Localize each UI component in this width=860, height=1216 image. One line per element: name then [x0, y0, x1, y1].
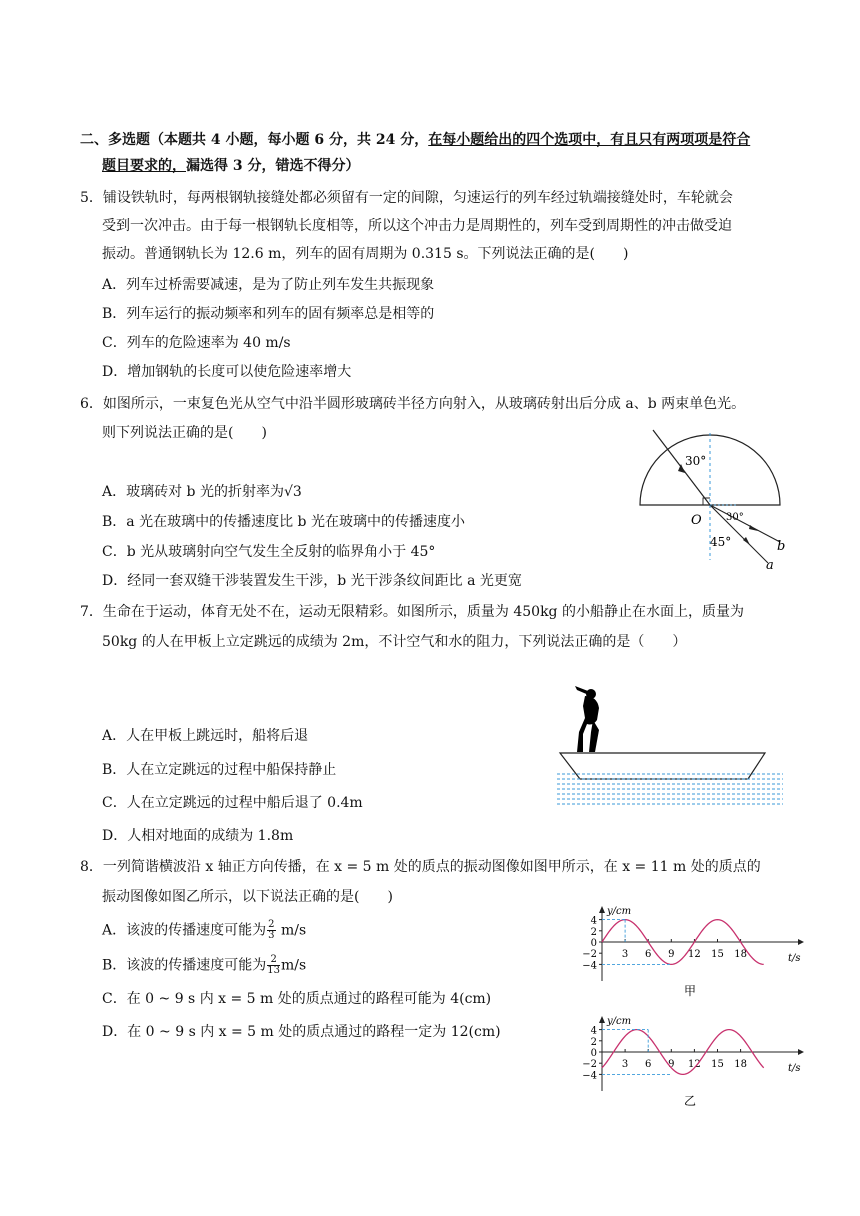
- q7-option-d: D．人相对地面的成绩为 1.8m: [102, 828, 294, 844]
- q6-refraction-diagram: [630, 425, 790, 585]
- x-axis-arrow: [798, 1049, 804, 1055]
- y-tick-label: 0: [590, 938, 597, 949]
- y-tick-label: 4: [590, 915, 597, 927]
- y-axis-arrow: [599, 1016, 605, 1023]
- angle-label-30-top: 30°: [685, 454, 707, 468]
- boat-hull: [560, 753, 765, 779]
- y-tick-label: 2: [590, 926, 597, 938]
- x-tick-label: 3: [621, 949, 629, 960]
- x-tick-label: 6: [645, 1059, 652, 1070]
- q8-option-b-unit: m/s: [281, 957, 307, 974]
- q8-option-a-unit: m/s: [276, 922, 307, 939]
- section-header-line2-underlined: 题目要求的，: [102, 158, 186, 174]
- y-axis-arrow: [599, 906, 605, 913]
- q6-stem-line1: 6．如图所示，一束复色光从空气中沿半圆形玻璃砖半径方向射入，从玻璃砖射出后分成 a、b 两束单色光。: [80, 396, 746, 412]
- q6-stem-line2: 则下列说法正确的是( ): [102, 425, 267, 441]
- y-tick-label: −4: [582, 960, 597, 972]
- q8-chart-jia: [560, 905, 810, 1000]
- ray-a-label: a: [766, 558, 774, 573]
- y-tick-label: 0: [590, 1048, 597, 1059]
- section-header-underlined: 在每小题给出的四个选项中，有且只有两项项是符合: [428, 132, 751, 148]
- q5-option-c: C．列车的危险速率为 40 m/s: [102, 335, 291, 351]
- q6-option-a: A．玻璃砖对 b 光的折射率为√3: [102, 484, 302, 500]
- q8-option-c: C．在 0 ~ 9 s 内 x = 5 m 处的质点通过的路程可能为 4(cm): [102, 991, 492, 1007]
- q8-option-a-fraction: [267, 920, 275, 941]
- x-tick-label: 15: [711, 1059, 724, 1070]
- x-axis-label: t/s: [788, 953, 801, 964]
- y-tick-label: −4: [582, 1070, 597, 1082]
- q8-option-b-denominator: 13: [267, 965, 281, 976]
- q8-option-b-numerator: 2: [267, 955, 280, 966]
- q8-stem-line1: 8．一列简谐横波沿 x 轴正方向传播，在 x = 5 m 处的质点的振动图像如图甲所示，在 x = 11 m 处的质点的: [80, 859, 761, 875]
- x-tick-label: 6: [645, 949, 652, 960]
- q7-boat-diagram: [555, 678, 785, 808]
- ray-b-label: b: [777, 539, 786, 554]
- x-tick-label: 9: [668, 1059, 675, 1070]
- x-tick-label: 15: [711, 949, 724, 960]
- q8-option-a: [102, 920, 306, 941]
- ray-b-arrow: [749, 525, 758, 531]
- y-tick-label: −2: [582, 949, 597, 961]
- q8-chart-yi: [560, 1015, 810, 1110]
- q5-stem-line3: 振动。普通钢轨长为 12.6 m，列车的固有周期为 0.315 s。下列说法正确的是( ): [102, 246, 629, 262]
- y-axis-label: y/cm: [607, 906, 632, 917]
- chart-caption: 乙: [683, 1094, 697, 1108]
- diver-silhouette-icon: [575, 686, 599, 752]
- q7-option-b: B．人在立定跳远的过程中船保持静止: [102, 762, 337, 778]
- q6-option-c: C．b 光从玻璃射向空气发生全反射的临界角小于 45°: [102, 544, 436, 560]
- x-tick-label: 18: [734, 1059, 747, 1070]
- y-tick-label: 2: [590, 1036, 597, 1048]
- x-axis-label: t/s: [788, 1063, 801, 1074]
- x-tick-label: 12: [688, 1059, 701, 1070]
- q7-option-c: C．人在立定跳远的过程中船后退了 0.4m: [102, 795, 363, 811]
- angle-label-45: 45°: [710, 535, 732, 549]
- q6-option-b: B．a 光在玻璃中的传播速度比 b 光在玻璃中的传播速度小: [102, 514, 465, 530]
- q8-stem-line2: 振动图像如图乙所示，以下说法正确的是( ): [102, 889, 393, 905]
- q8-option-d: D．在 0 ~ 9 s 内 x = 5 m 处的质点通过的路程一定为 12(cm): [102, 1024, 501, 1040]
- ray-a-arrow: [743, 537, 750, 545]
- x-tick-label: 18: [734, 949, 747, 960]
- y-tick-label: −2: [582, 1059, 597, 1071]
- q7-stem-line2: 50kg 的人在甲板上立定跳远的成绩为 2m，不计空气和水的阻力，下列说法正确的是（ ）: [102, 634, 687, 650]
- q5-option-b: B．列车运行的振动频率和列车的固有频率总是相等的: [102, 306, 435, 322]
- y-tick-label: 4: [590, 1025, 597, 1037]
- q5-option-d: D．增加钢轨的长度可以使危险速率增大: [102, 364, 352, 380]
- q5-stem-line1: 5．铺设铁轨时，每两根钢轨接缝处都必须留有一定的间隙，匀速运行的列车经过轨端接缝处时，车轮就会: [80, 190, 733, 206]
- x-tick-label: 9: [668, 949, 675, 960]
- q5-stem-line2: 受到一次冲击。由于每一根钢轨长度相等，所以这个冲击力是周期性的，列车受到周期性的冲击做受迫: [102, 218, 732, 234]
- x-axis-arrow: [798, 939, 804, 945]
- q8-option-b: [102, 955, 306, 976]
- incident-arrow: [678, 464, 685, 473]
- q6-option-d: D．经同一套双缝干涉装置发生干涉，b 光干涉条纹间距比 a 光更宽: [102, 573, 522, 589]
- section-header-prefix: 二、多选题（本题共 4 小题，每小题 6 分，共 24 分，: [80, 132, 429, 148]
- origin-label: O: [691, 513, 702, 528]
- x-tick-label: 3: [621, 1059, 629, 1070]
- section-header-line2-rest: 漏选得 3 分，错选不得分）: [186, 158, 360, 174]
- section-header-line2: [102, 157, 360, 175]
- q7-stem-line1: 7．生命在于运动，体育无处不在，运动无限精彩。如图所示，质量为 450kg 的小船静止在水面上，质量为: [80, 604, 744, 620]
- q7-option-a: A．人在甲板上跳远时，船将后退: [102, 728, 309, 744]
- q8-option-b-text: B．该波的传播速度可能为: [102, 957, 267, 974]
- angle-label-30-right: 30°: [726, 512, 744, 523]
- q5-option-a: A．列车过桥需要减速，是为了防止列车发生共振现象: [102, 277, 435, 293]
- chart-caption: 甲: [683, 984, 697, 998]
- section-header-line1: [80, 131, 750, 149]
- y-axis-label: y/cm: [607, 1016, 632, 1027]
- q8-option-b-fraction: [267, 955, 280, 976]
- q8-option-a-text: A．该波的传播速度可能为: [102, 922, 267, 939]
- x-tick-label: 12: [688, 949, 701, 960]
- q8-option-a-denominator: 3: [268, 930, 275, 941]
- q8-option-a-numerator: 2: [268, 919, 275, 930]
